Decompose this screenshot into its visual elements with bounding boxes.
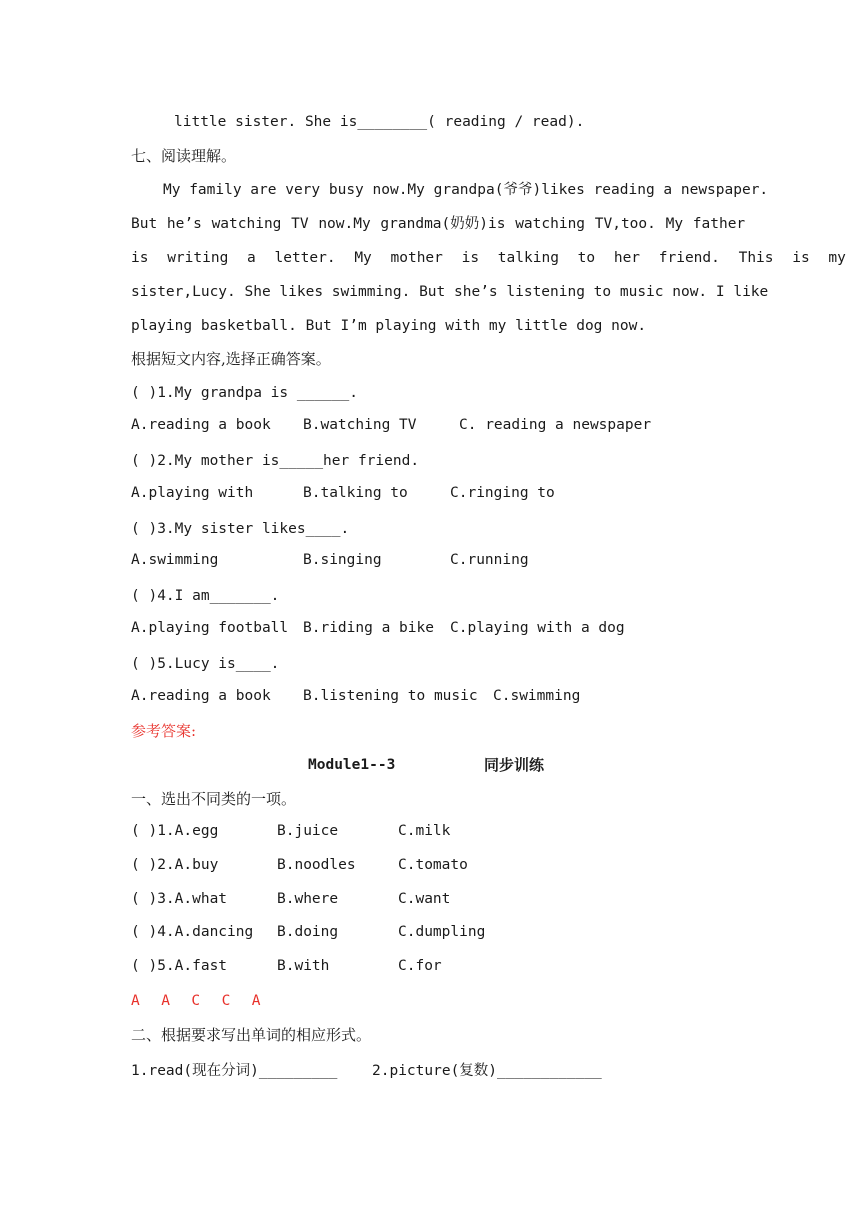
option-a: A.playing with [131,485,254,501]
continued-question-line: little sister. She is________( reading / read). [174,114,585,130]
word-form-item-2: 2.picture(复数)____________ [372,1063,602,1079]
option-b: B.noodles [277,857,356,873]
section-1-heading: 一、选出不同类的一项。 [131,790,297,808]
option-c: C.playing with a dog [450,620,625,636]
word-form-item-1: 1.read(现在分词)_________ [131,1063,338,1079]
item-stem: ( )3.A.what [131,891,228,907]
option-c: C.swimming [493,688,581,704]
option-c: C.for [398,958,442,974]
option-b: B.singing [303,552,382,568]
passage-line: My family are very busy now.My grandpa(爷爷)likes reading a newspaper. [163,182,769,198]
item-stem: ( )5.A.fast [131,958,228,974]
option-b: B.where [277,891,339,907]
option-b: B.watching TV [303,417,417,433]
option-a: A.playing football [131,620,289,636]
passage-line: But he’s watching TV now.My grandma(奶奶)is watching TV,too. My father [131,216,746,232]
option-c: C. reading a newspaper [459,417,652,433]
option-a: A.swimming [131,552,219,568]
option-b: B.talking to [303,485,408,501]
option-b: B.juice [277,823,339,839]
question-stem: ( )4.I am_______. [131,588,280,604]
option-c: C.milk [398,823,451,839]
option-c: C.tomato [398,857,468,873]
item-stem: ( )4.A.dancing [131,924,254,940]
section-7-heading: 七、阅读理解。 [131,147,237,165]
option-a: A.reading a book [131,417,271,433]
option-b: B.doing [277,924,339,940]
option-b: B.with [277,958,330,974]
option-c: C.want [398,891,451,907]
question-stem: ( )2.My mother is_____her friend. [131,453,420,469]
passage-line: sister,Lucy. She likes swimming. But she’s listening to music now. I like [131,284,769,300]
option-b: B.listening to music [303,688,478,704]
module-title: Module1--3 [308,757,396,773]
option-a: A.reading a book [131,688,271,704]
passage-line: is writing a letter. My mother is talking to her friend. This is my [131,250,846,266]
answer-reference-label: 参考答案: [131,722,197,740]
reading-instruction: 根据短文内容,选择正确答案。 [131,350,331,368]
section-2-heading: 二、根据要求写出单词的相应形式。 [131,1026,372,1044]
question-stem: ( )3.My sister likes____. [131,521,350,537]
question-stem: ( )1.My grandpa is ______. [131,385,358,401]
item-stem: ( )2.A.buy [131,857,219,873]
item-stem: ( )1.A.egg [131,823,219,839]
option-c: C.running [450,552,529,568]
option-c: C.ringing to [450,485,555,501]
module-subtitle: 同步训练 [484,756,545,774]
option-c: C.dumpling [398,924,486,940]
passage-line: playing basketball. But I’m playing with my little dog now. [131,318,647,334]
section-1-answers: A A C C A [131,993,261,1009]
option-b: B.riding a bike [303,620,434,636]
question-stem: ( )5.Lucy is____. [131,656,280,672]
